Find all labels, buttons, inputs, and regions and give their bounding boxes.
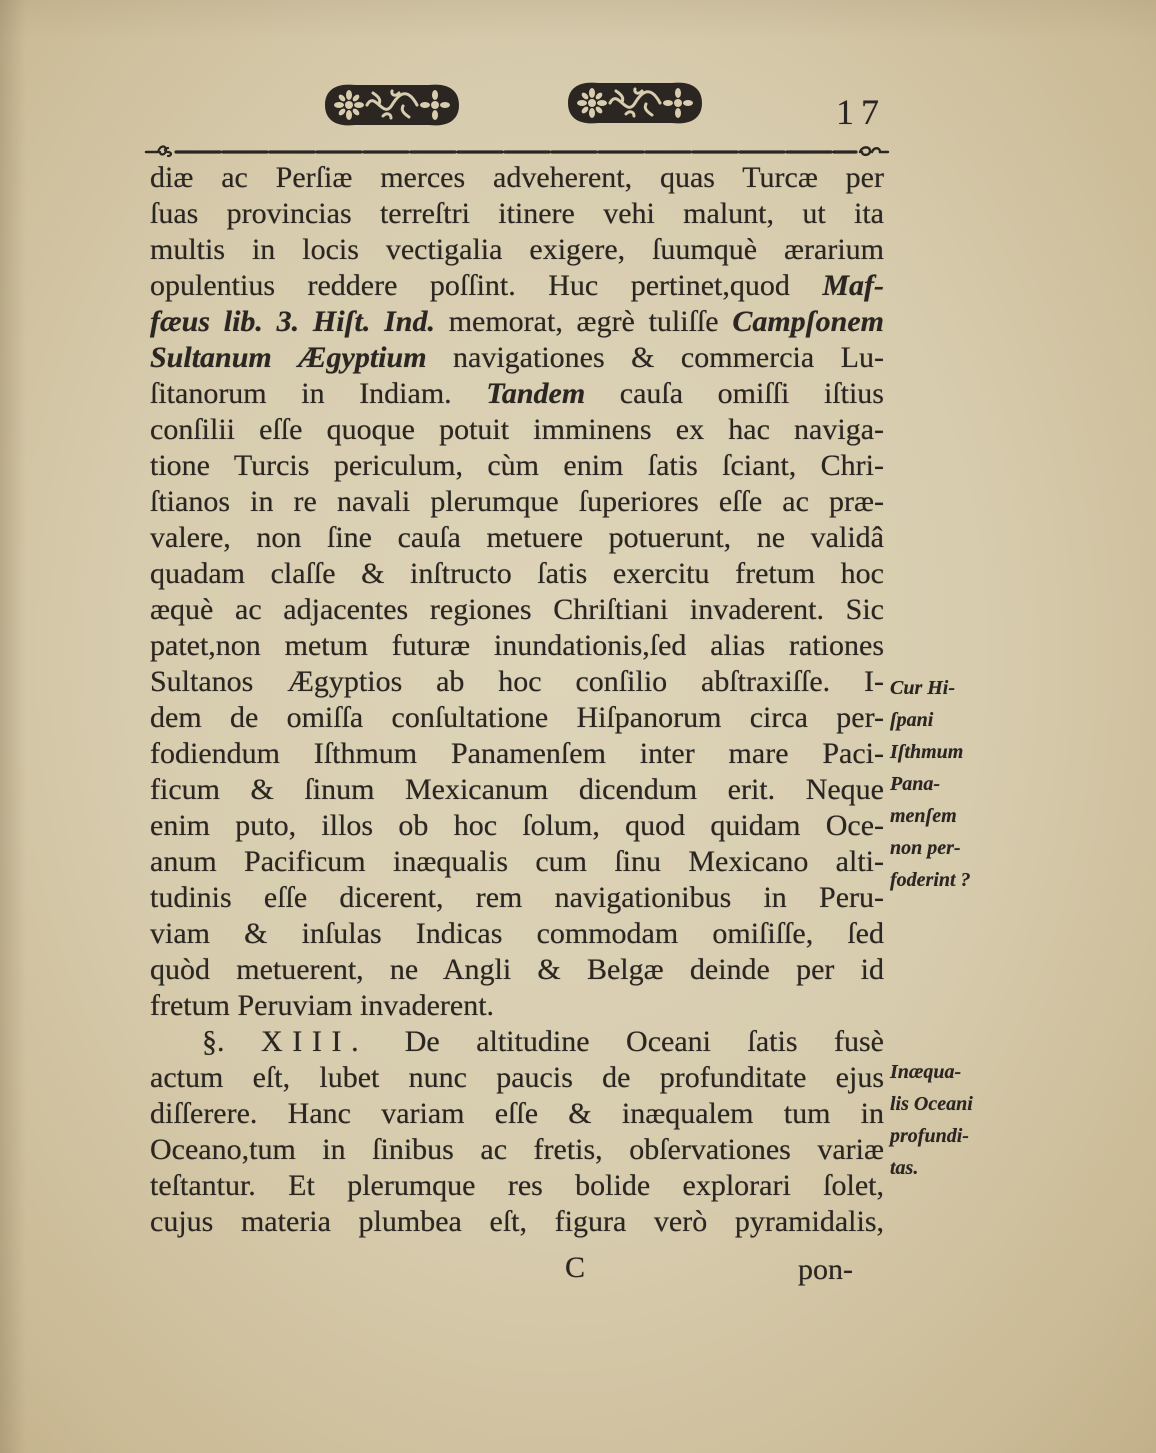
margin-note-isthmus	[890, 672, 971, 896]
section-number: XIII.	[261, 1025, 369, 1058]
text-line	[150, 1204, 884, 1240]
margin-note-line: menſem	[890, 805, 957, 827]
margin-note-line: ſpani	[890, 709, 934, 731]
text-line	[150, 232, 884, 268]
ornamental-rule-icon	[144, 140, 890, 162]
italic-segment: Campſonem	[732, 305, 884, 338]
text-line	[150, 1168, 884, 1204]
margin-note-ocean-depth	[890, 1056, 973, 1184]
text-segment: diſſerere. Hanc variam eſſe & inæqualem tum in	[150, 1097, 884, 1130]
text-segment: fretum Peruviam invaderent.	[150, 989, 495, 1022]
text-line	[150, 844, 884, 880]
text-segment: ficum & ſinum Mexicanum dicendum erit. Neque	[150, 773, 884, 806]
text-segment: ſtianos in re navali plerumque ſuperiores eſſe ac præ-	[150, 485, 884, 518]
text-segment: cauſa omiſſi iſtius	[585, 377, 884, 410]
text-segment: Oceano,tum in ſinibus ac fretis, obſervationes variæ	[150, 1133, 884, 1166]
printer-ornament-left-icon	[321, 78, 463, 132]
text-segment: memorat, ægrè tuliſſe	[434, 305, 733, 338]
margin-note-line: Iſthmum	[890, 741, 964, 763]
text-segment: æquè ac adjacentes regiones Chriſtiani invaderent. Sic	[150, 593, 884, 626]
text-line	[150, 484, 884, 520]
text-line	[150, 340, 884, 376]
text-segment: actum eſt, lubet nunc paucis de profunditate ejus	[150, 1061, 884, 1094]
text-segment: ſuas provincias terreſtri itinere vehi malunt, ut ita	[150, 197, 884, 230]
text-segment: De altitudine Oceani ſatis fusè	[368, 1025, 884, 1058]
text-segment: tione Turcis periculum, cùm enim ſatis ſciant, Chri-	[150, 449, 884, 482]
printer-ornament-right-icon	[564, 76, 706, 130]
italic-segment: fæus lib. 3. Hiſt. Ind.	[150, 305, 435, 338]
text-line	[150, 448, 884, 484]
text-line	[150, 1132, 884, 1168]
text-line	[150, 952, 884, 988]
paragraph-end-line	[150, 988, 884, 1024]
margin-note-line: foderint ?	[890, 869, 971, 891]
margin-note-line: non per-	[890, 837, 961, 859]
page-number: 17	[836, 92, 886, 132]
text-segment: conſilii eſſe quoque potuit imminens ex hac naviga-	[150, 413, 884, 446]
text-line	[150, 1060, 884, 1096]
text-line	[150, 196, 884, 232]
text-segment: quadam claſſe & inſtructo ſatis exercitu fretum hoc	[150, 557, 884, 590]
margin-note-line: lis Oceani	[890, 1093, 973, 1115]
text-segment: anum Pacificum inæqualis cum ſinu Mexicano alti-	[150, 845, 884, 878]
text-segment: Sultanos Ægyptios ab hoc conſilio abſtraxiſſe. I-	[150, 665, 884, 698]
text-line	[150, 880, 884, 916]
text-segment: cujus materia plumbea eſt, figura verò pyramidalis,	[150, 1205, 884, 1238]
text-segment: dem de omiſſa conſultatione Hiſpanorum circa per-	[150, 701, 884, 734]
text-line	[150, 520, 884, 556]
text-segment: opulentius reddere poſſint. Huc pertinet,quod	[150, 269, 823, 302]
italic-segment: Tandem	[486, 377, 586, 410]
section-mark: §.	[202, 1025, 262, 1058]
catchword: pon-	[798, 1253, 853, 1286]
text-segment: viam & inſulas Indicas commodam omiſiſſe, ſed	[150, 917, 884, 950]
text-segment: navigationes & commercia Lu-	[426, 341, 884, 374]
text-line	[150, 268, 884, 304]
text-segment: fodiendum Iſthmum Panamenſem inter mare Paci-	[150, 737, 884, 770]
text-segment: teſtantur. Et plerumque res bolide explorari ſolet,	[150, 1169, 884, 1202]
margin-note-line: profundi-	[890, 1125, 969, 1147]
main-text	[150, 160, 884, 1240]
margin-note-line: Cur Hi-	[890, 677, 956, 699]
text-segment: valere, non ſine cauſa metuere potuerunt, ne validâ	[150, 521, 884, 554]
text-line	[150, 556, 884, 592]
text-line	[150, 1096, 884, 1132]
text-line	[150, 304, 884, 340]
text-line	[150, 664, 884, 700]
text-line	[150, 160, 884, 196]
text-segment: quòd metuerent, ne Angli & Belgæ deinde per id	[150, 953, 884, 986]
margin-note-line: tas.	[890, 1157, 919, 1179]
text-segment: multis in locis vectigalia exigere, ſuumquè ærarium	[150, 233, 884, 266]
italic-segment: Maf-	[822, 269, 884, 302]
text-line	[150, 628, 884, 664]
text-line	[150, 772, 884, 808]
text-segment: diæ ac Perſiæ merces adveherent, quas Turcæ per	[150, 161, 884, 194]
text-segment: enim puto, illos ob hoc ſolum, quod quidam Oce-	[150, 809, 884, 842]
text-segment: patet,non metum futuræ inundationis,ſed alias rationes	[150, 629, 884, 662]
section-heading-line	[150, 1024, 884, 1060]
text-line	[150, 700, 884, 736]
margin-note-line: Inæqua-	[890, 1061, 962, 1083]
text-segment: tudinis eſſe dicerent, rem navigationibus in Peru-	[150, 881, 884, 914]
text-segment: ſitanorum in Indiam.	[150, 377, 487, 410]
text-line	[150, 736, 884, 772]
text-line	[150, 376, 884, 412]
text-line	[150, 916, 884, 952]
italic-segment: Sultanum Ægyptium	[150, 341, 427, 374]
margin-note-line: Pana-	[890, 773, 940, 795]
text-line	[150, 592, 884, 628]
signature-mark: C	[565, 1251, 586, 1284]
text-line	[150, 412, 884, 448]
text-line	[150, 808, 884, 844]
